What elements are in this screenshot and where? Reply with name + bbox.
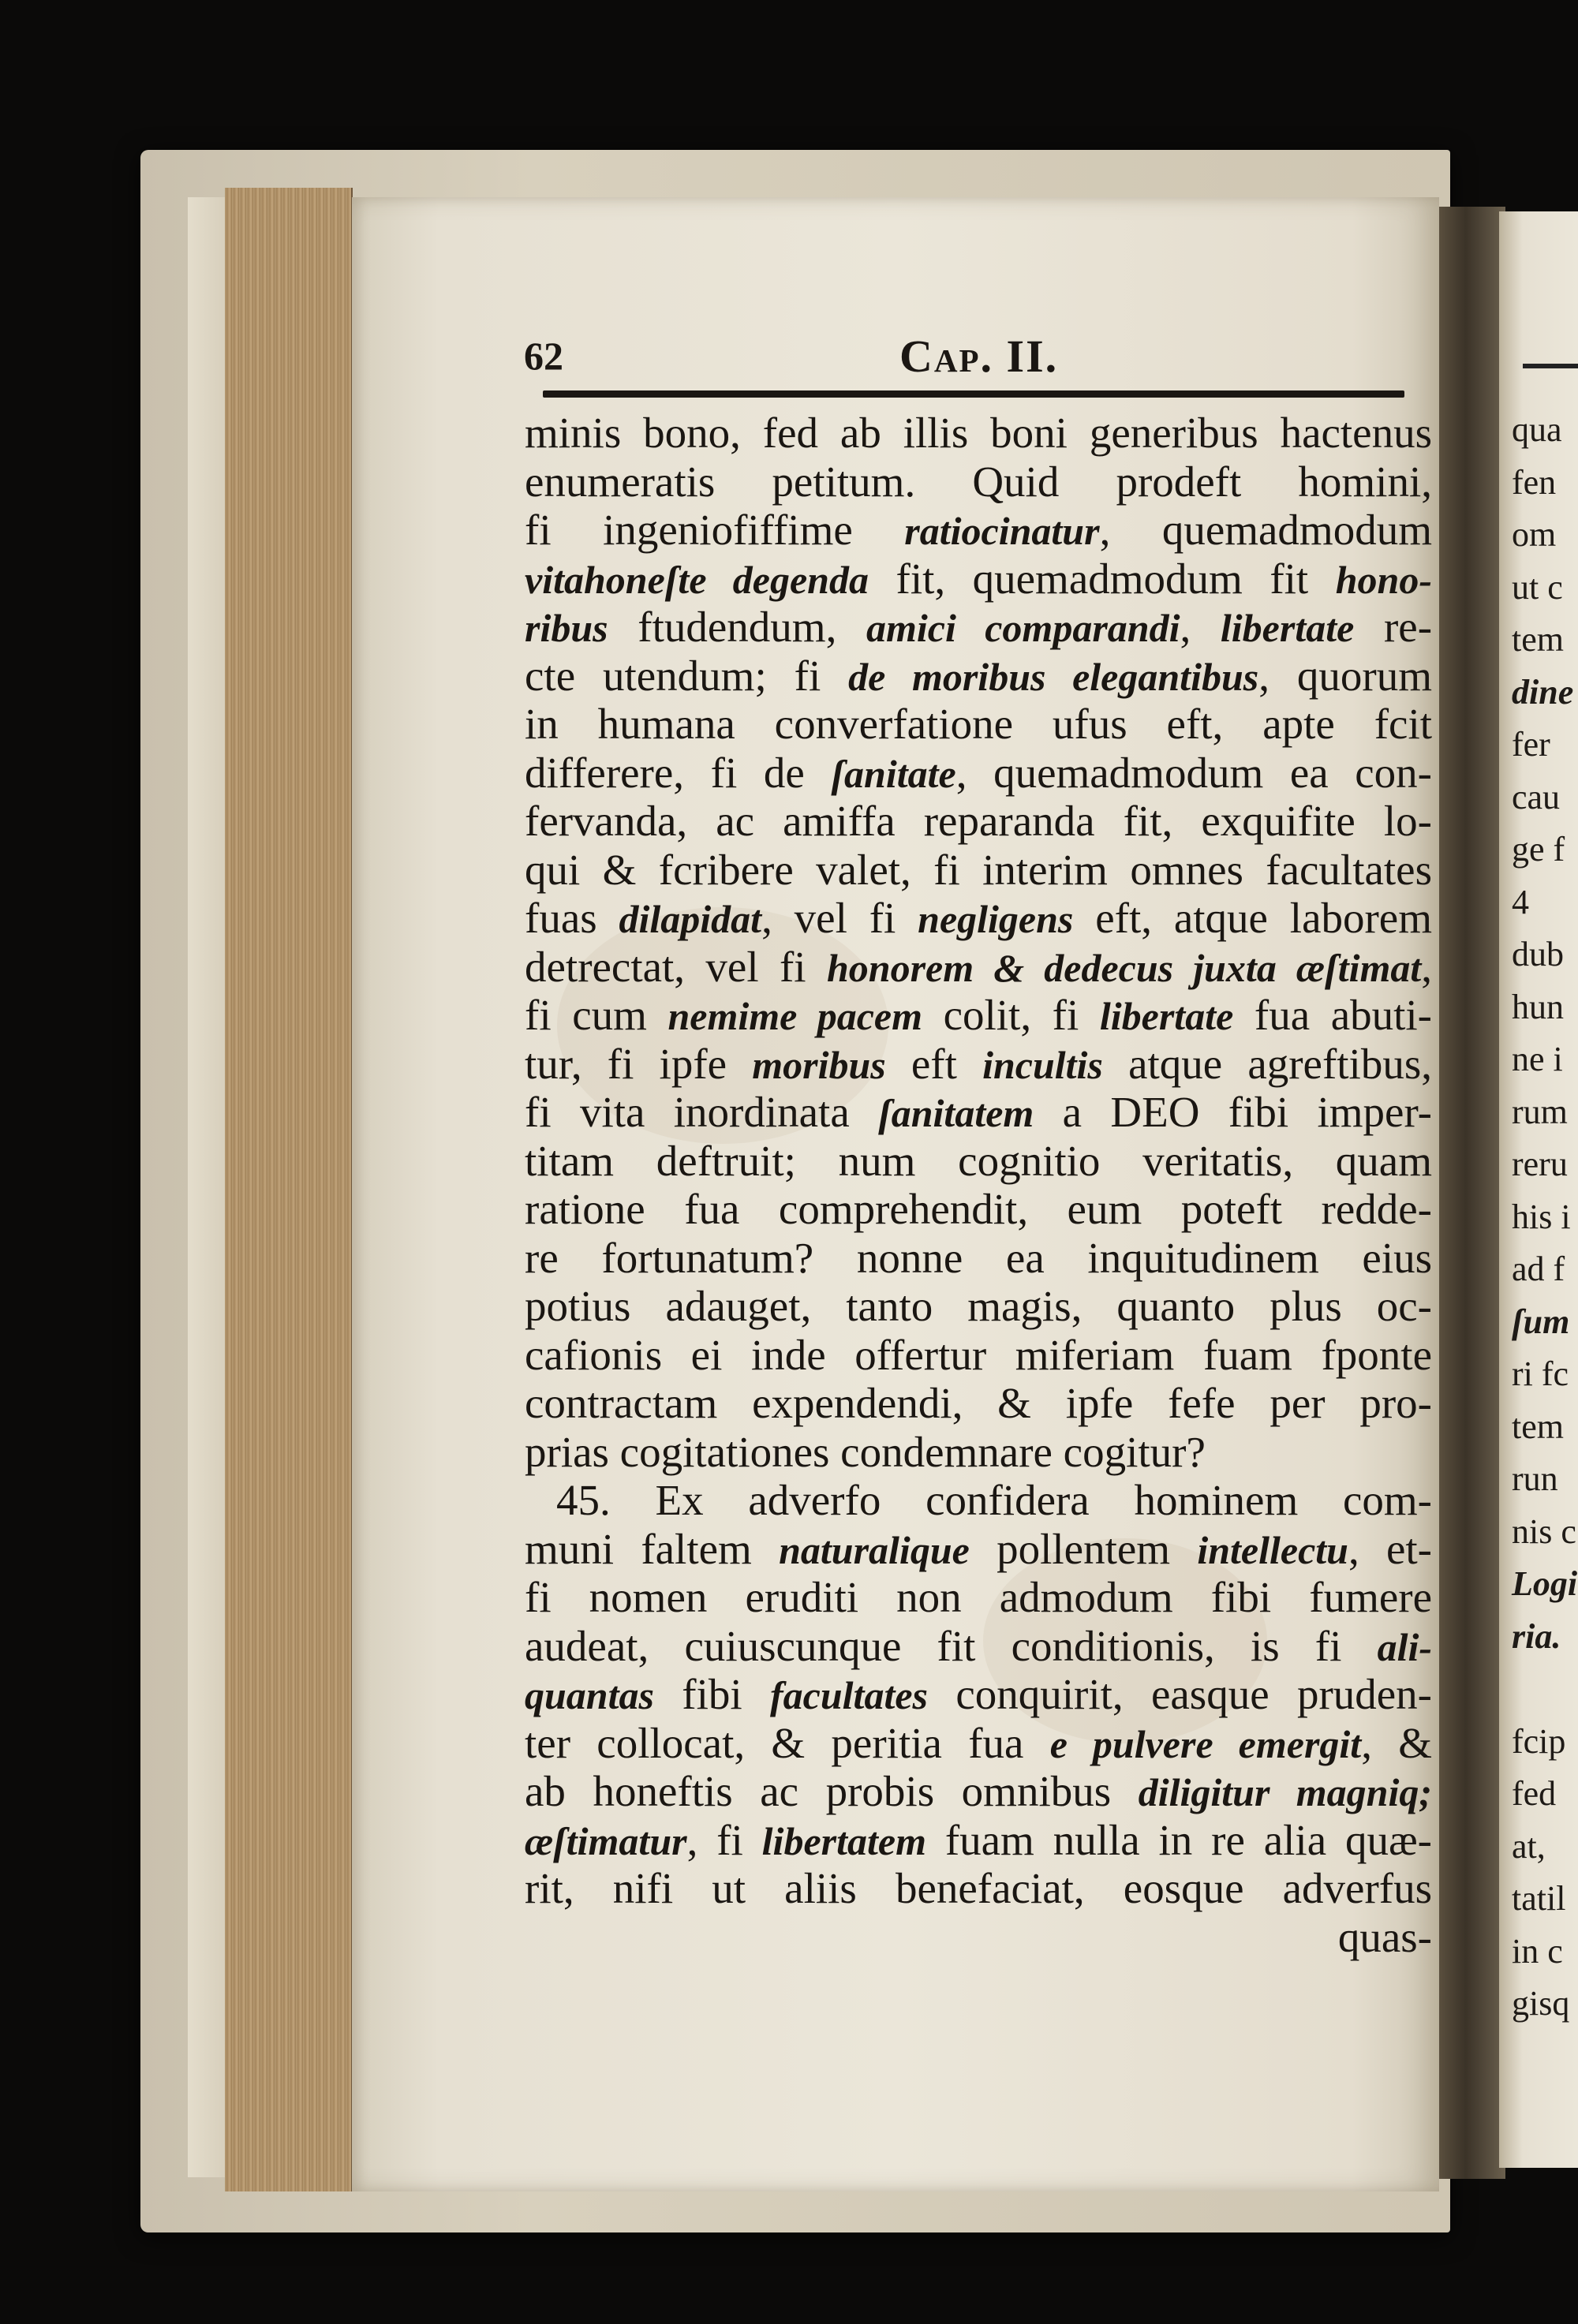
facing-line: run [1512, 1459, 1558, 1498]
italic-span: moribus [752, 1042, 886, 1087]
italic-span: amici comparandi [866, 606, 1180, 650]
text-line [525, 409, 1432, 458]
text-span: atque agreftibus, [1102, 1039, 1432, 1088]
text-line [525, 1379, 1432, 1428]
text-span: titam deftruit; num cognitio veritatis, quam [525, 1136, 1432, 1185]
body-text [525, 409, 1432, 1961]
text-span: qui & fcribere valet, fi interim omnes facultates [525, 845, 1432, 894]
text-line [525, 506, 1432, 555]
text-span: fervanda, ac amiffa reparanda fit, exquifite lo- [525, 797, 1432, 845]
text-span: , vel fi [761, 894, 918, 942]
text-span: differere, fi de [525, 748, 832, 797]
facing-line: fer [1512, 725, 1550, 764]
text-span: , [1421, 942, 1433, 991]
italic-span: æſtimatur [525, 1818, 687, 1863]
text-span: fibi [653, 1670, 771, 1718]
italic-span: intellectu [1197, 1527, 1348, 1572]
italic-span: libertate [1099, 994, 1234, 1038]
italic-span: libertatem [761, 1818, 926, 1863]
text-line [525, 1088, 1432, 1137]
text-span: fi vita inordinata [525, 1088, 879, 1136]
facing-page [1499, 211, 1578, 2168]
italic-span: ribus [525, 606, 608, 650]
text-span: eft, atque laborem [1073, 894, 1432, 942]
text-span: ab honeftis ac probis omnibus [525, 1767, 1139, 1815]
italic-span: incultis [982, 1042, 1103, 1087]
text-line [525, 1185, 1432, 1234]
text-line [525, 1476, 1432, 1525]
facing-line: ge f [1512, 830, 1565, 869]
facing-line: ut c [1512, 567, 1563, 607]
text-line [525, 1234, 1432, 1283]
text-line [525, 991, 1432, 1040]
facing-line: 4 [1512, 882, 1529, 921]
text-line [525, 943, 1432, 992]
text-span: rit, nifi ut aliis benefaciat, eosque adverfus [525, 1864, 1432, 1912]
text-line [525, 1331, 1432, 1380]
text-line [525, 603, 1432, 652]
text-span: fi cum [525, 991, 668, 1039]
text-span: pollentem [969, 1524, 1198, 1573]
italic-span: honorem & dedecus juxta æſtimat [826, 945, 1422, 990]
text-line [525, 1864, 1432, 1913]
text-span: contractam expendendi, & ipfe fefe per pro- [525, 1379, 1432, 1427]
facing-line: tem [1512, 620, 1564, 659]
text-line [525, 1573, 1432, 1622]
facing-line: reru [1512, 1145, 1568, 1183]
text-line [525, 846, 1432, 895]
text-line [525, 797, 1432, 846]
italic-span: naturalique [779, 1527, 970, 1572]
text-span: re fortunatum? nonne ea inquitudinem eius [525, 1233, 1432, 1282]
text-span: quas- [1337, 1912, 1432, 1961]
text-span: , quorum [1258, 651, 1432, 700]
text-span: a DEO fibi imper- [1034, 1088, 1432, 1136]
italic-span: ſanitate [831, 751, 956, 796]
facing-line: gisq [1512, 1984, 1570, 2023]
italic-span: hono- [1335, 557, 1432, 602]
facing-line: ria. [1512, 1616, 1561, 1656]
italic-span: e pulvere emergit [1049, 1721, 1362, 1766]
text-line [525, 700, 1432, 749]
running-head: Cap. II. [899, 331, 1059, 382]
text-span: enumeratis petitum. Quid prodeft homini, [525, 457, 1432, 506]
facing-line: fen [1512, 462, 1557, 502]
gutter-shadow [1439, 207, 1505, 2179]
text-span: tur, fi ipfe [525, 1039, 753, 1088]
text-line [525, 894, 1432, 943]
facing-line: in c [1512, 1931, 1563, 1971]
text-span: , et- [1348, 1524, 1432, 1573]
facing-line: tatil [1512, 1879, 1566, 1918]
facing-line: at, [1512, 1826, 1546, 1866]
facing-rule [1523, 364, 1578, 368]
text-span: potius adauget, tanto magis, quanto plus oc- [525, 1282, 1432, 1330]
page-number: 62 [524, 334, 563, 378]
header-rule [543, 390, 1404, 398]
italic-span: diligitur magniq; [1138, 1770, 1432, 1814]
facing-line: ne i [1512, 1040, 1563, 1078]
text-span: in humana converfatione ufus eft, apte fcit [525, 700, 1432, 748]
italic-span: nemime pacem [667, 994, 922, 1038]
text-span: , quemadmodum ea con- [955, 748, 1432, 797]
text-span: 45. Ex adverfo confidera hominem com- [556, 1476, 1432, 1524]
facing-line: ad f [1512, 1250, 1565, 1288]
text-span: eft [885, 1039, 983, 1088]
italic-span: facultates [770, 1673, 928, 1717]
facing-line: rum [1512, 1092, 1568, 1131]
text-span: , [1180, 603, 1221, 651]
text-span: ter collocat, & peritia fua [525, 1718, 1050, 1767]
text-span: audeat, cuiuscunque fit conditionis, is fi [525, 1621, 1378, 1670]
text-span: , fi [686, 1815, 762, 1864]
facing-line: nis c [1512, 1511, 1576, 1551]
text-span: ratione fua comprehendit, eum poteft redde- [525, 1185, 1432, 1233]
text-line [525, 749, 1432, 798]
text-span: fuam nulla in re alia quæ- [925, 1815, 1432, 1864]
italic-span: de moribus elegantibus [848, 654, 1259, 699]
italic-span: quantas [525, 1673, 654, 1717]
facing-line: qua [1512, 410, 1562, 449]
facing-line: dub [1512, 935, 1564, 973]
text-line [525, 458, 1432, 506]
text-line [525, 1040, 1432, 1089]
italic-span: dilapidat [619, 897, 762, 941]
facing-line: om [1512, 515, 1557, 554]
text-span: colit, fi [922, 991, 1100, 1039]
facing-line: dine [1512, 672, 1574, 712]
italic-span: negligens [918, 897, 1074, 941]
text-span: fi ingeniofiffime [525, 506, 905, 554]
text-span: cte utendum; fi [525, 651, 849, 700]
facing-line: tem [1512, 1407, 1564, 1446]
facing-line: cau [1512, 777, 1561, 816]
text-line [525, 1137, 1432, 1186]
facing-line: Logi [1512, 1564, 1578, 1603]
text-line [525, 1525, 1432, 1574]
text-line [525, 1816, 1432, 1865]
facing-line: his i [1512, 1197, 1571, 1236]
text-span: , & [1361, 1718, 1433, 1767]
facing-line: ri fc [1512, 1354, 1569, 1393]
facing-line: fed [1512, 1774, 1557, 1813]
facing-line: hun [1512, 987, 1564, 1026]
text-span: detrectat, vel fi [525, 942, 827, 991]
text-line [525, 1767, 1432, 1816]
text-line [525, 1428, 1432, 1477]
text-span: fit, quemadmodum fit [868, 554, 1336, 603]
text-line [525, 1670, 1432, 1719]
text-span: conquirit, easque pruden- [928, 1670, 1432, 1718]
page-edges-light [188, 197, 226, 2177]
text-span: re- [1354, 603, 1433, 651]
page-edges [225, 188, 353, 2191]
text-span: ftudendum, [608, 603, 866, 651]
facing-line: ſum [1512, 1302, 1570, 1341]
text-span: prias cogitationes condemnare cogitur? [525, 1427, 1206, 1476]
text-span: fi nomen eruditi non admodum fibi fumere [525, 1573, 1432, 1621]
text-line [525, 1913, 1432, 1962]
text-span: , quemadmodum [1099, 506, 1432, 554]
text-line [525, 652, 1432, 701]
text-line [525, 1719, 1432, 1768]
italic-span: ali- [1377, 1624, 1432, 1669]
text-span: muni faltem [525, 1524, 780, 1573]
text-span: fua abuti- [1233, 991, 1432, 1039]
text-line [525, 555, 1432, 603]
text-span: minis bono, fed ab illis boni generibus hactenus [525, 409, 1432, 457]
italic-span: ſanitatem [878, 1091, 1034, 1135]
text-line [525, 1622, 1432, 1671]
text-span: cafionis ei inde offertur miferiam fuam fponte [525, 1330, 1432, 1379]
italic-span: libertate [1220, 606, 1355, 650]
italic-span: vitahoneſte degenda [525, 557, 869, 602]
italic-span: ratiocinatur [904, 509, 1100, 553]
facing-line: fcip [1512, 1721, 1566, 1761]
text-span: fuas [525, 894, 619, 942]
text-line [525, 1282, 1432, 1331]
